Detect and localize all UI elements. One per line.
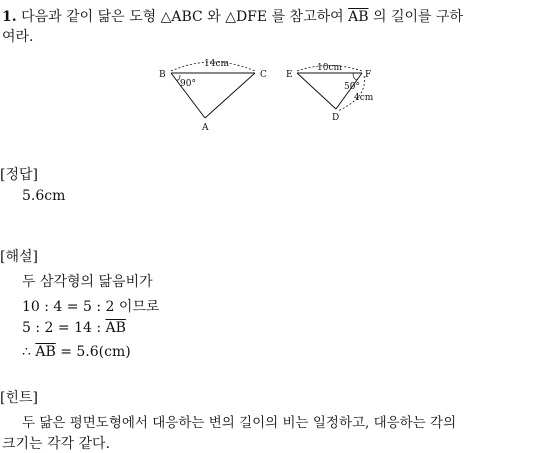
explanation-line-2: 10 : 4 = 5 : 2 이므로: [22, 299, 160, 315]
vertex-f-label: F: [365, 70, 372, 80]
hint-heading: [힌트]: [0, 390, 38, 406]
vertex-c-label: C: [260, 70, 267, 80]
answer-heading: [정답]: [0, 167, 38, 183]
segment-ab-label: $\overline{AB}$: [35, 344, 56, 360]
vertex-b-label: B: [159, 70, 166, 80]
explanation-line-4-result: = 5.6(cm): [55, 344, 131, 360]
question-text-pre: 다음과 같이 닮은 도형: [21, 9, 161, 25]
question-number: 1.: [2, 9, 17, 25]
vertex-e-label: E: [286, 70, 293, 80]
side-bc-length-label: 14cm: [204, 59, 230, 69]
segment-ab-label: $\overline{AB}$: [348, 9, 369, 25]
explanation-line-4: [22, 344, 131, 360]
question-text-post1: 를 참고하여: [267, 9, 349, 25]
segment-ab-label: $\overline{AB}$: [105, 320, 126, 336]
question-text-mid: 와: [202, 9, 226, 25]
angle-f-label: 50°: [344, 82, 360, 92]
answer-value: 5.6cm: [22, 188, 66, 204]
vertex-a-label: A: [202, 123, 209, 133]
angle-b-label: 90°: [180, 79, 196, 89]
explanation-line-1: 두 삼각형의 닮음비가: [22, 274, 153, 290]
triangle-dfe: [286, 63, 374, 123]
similar-triangles-figure: [150, 55, 380, 135]
side-fd-length-label: 4cm: [354, 93, 374, 103]
explanation-line-3-text: 5 : 2 = 14 :: [22, 320, 106, 336]
explanation-heading: [해설]: [0, 249, 38, 265]
explanation-line-3: [22, 320, 126, 336]
triangle-dfe-label: △DFE: [225, 9, 268, 25]
triangle-abc-label: △ABC: [160, 9, 203, 25]
vertex-d-label: D: [332, 113, 340, 123]
triangle-abc: [159, 59, 267, 133]
side-ef-length-label: 10cm: [317, 63, 343, 73]
question-line-2: 여라.: [2, 29, 34, 45]
hint-line-2: 크기는 각각 같다.: [2, 436, 111, 452]
therefore-symbol: ∴: [22, 344, 36, 360]
question-text-post2: 의 길이를 구하: [368, 9, 464, 25]
hint-line-1: 두 닮은 평면도형에서 대응하는 변의 길이의 비는 일정하고, 대응하는 각의: [22, 415, 457, 431]
question-line-1: [2, 6, 463, 26]
